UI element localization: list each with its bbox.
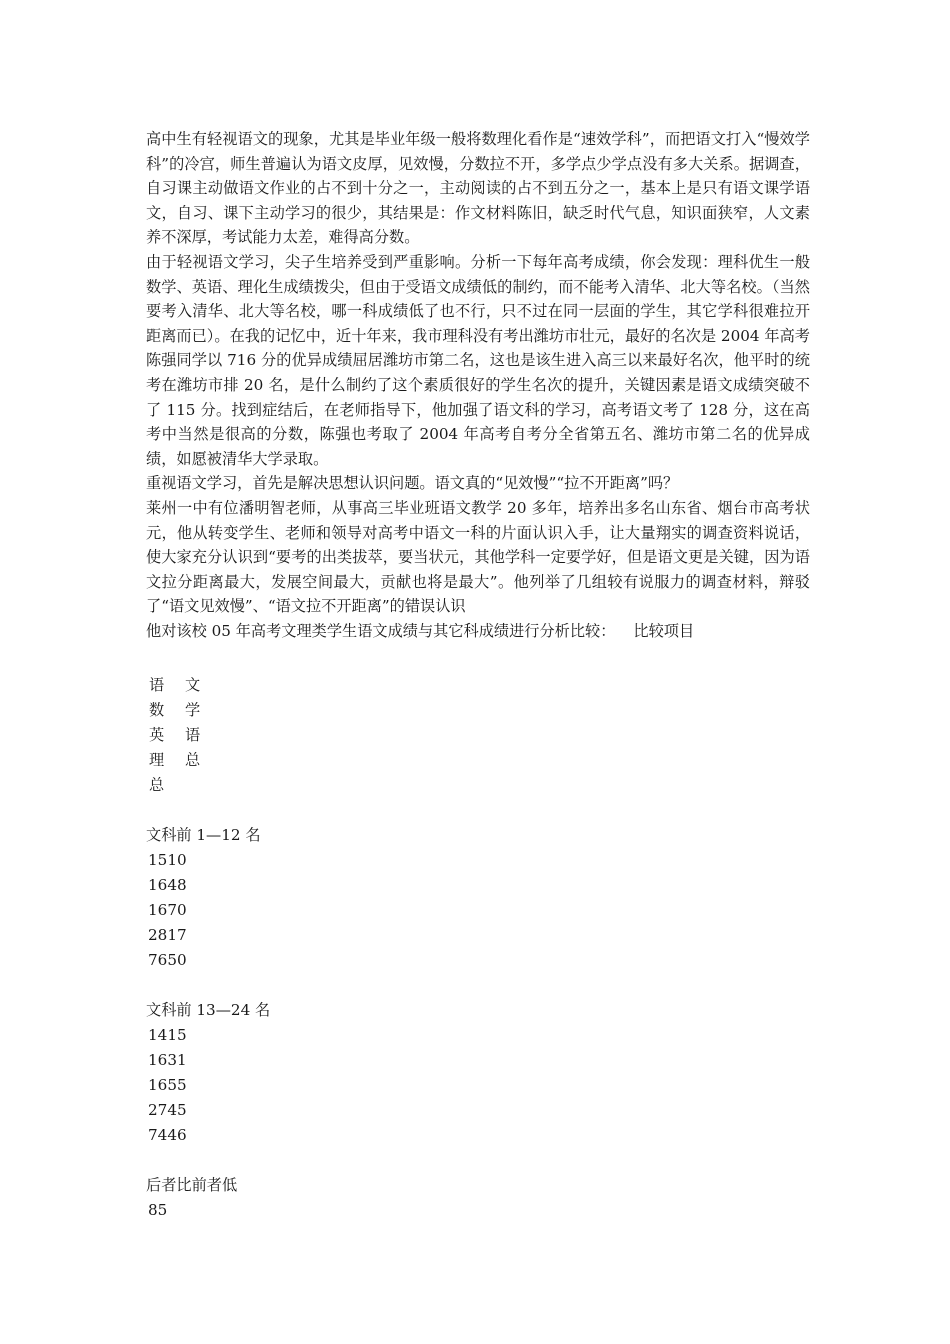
group-value: 7446 — [148, 1126, 187, 1144]
table-group-3 — [146, 1173, 810, 1223]
group-label: 文科前 13—24 名 — [146, 1001, 271, 1019]
header-char: 学 — [185, 701, 201, 719]
header-char: 英 — [149, 726, 165, 744]
group-label: 后者比前者低 — [146, 1176, 238, 1194]
group-value: 1648 — [148, 876, 187, 894]
paragraph-2: 由于轻视语文学习，尖子生培养受到严重影响。分析一下每年高考成绩，你会发现：理科优生一般数学、英语、理化生成绩拨尖，但由于受语文成绩低的制约，而不能考入清华、北大等名校。（当然要考入清华、北大等名校，哪一科成绩低了也不行，只不过在同一层面的学生，其它学科很难拉开距离而已）。在我的记忆中，近十年来，我市理科没有考出潍坊市壮元，最好的名次是 2004 年高考陈强同学以 716 分的优异成绩屈居潍坊市第二名，这也是该生进入高三以来最好名次，他平时的统考在潍坊市排 20 名，是什么制约了这个素质很好的学生名次的提升，关键因素是语文成绩突破不了 115 分。找到症结后，在老师指导下，他加强了语文科的学习，高考语文考了 128 分，这在高考中当然是很高的分数，陈强也考取了 2004 年高考自考分全省第五名、潍坊市第二名的优异成绩，如愿被清华大学录取。 — [146, 252, 810, 468]
group-value: 1415 — [148, 1026, 187, 1044]
article-body — [146, 127, 810, 643]
header-char: 语 — [185, 726, 201, 744]
paragraph-3: 重视语文学习，首先是解决思想认识问题。语文真的“见效慢”“拉不开距离”吗？ — [146, 474, 679, 493]
header-char: 文 — [185, 676, 201, 694]
group-value: 2745 — [148, 1101, 187, 1119]
score-table — [146, 673, 810, 1223]
group-value: 85 — [148, 1201, 168, 1219]
paragraph-4: 莱州一中有位潘明智老师，从事高三毕业班语文教学 20 多年，培养出多名山东省、烟台市高考状元，他从转变学生、老师和领导对高考中语文一科的片面认识入手，让大量翔实的调查资料说话，使大家充分认识到“要考的出类拔萃，要当状元，其他学科一定要学好，但是语文更是关键，因为语文拉分距离最大，发展空间最大，贡献也将是最大”。他列举了几组较有说服力的调查材料，辩驳了“语文见效慢”、“语文拉不开距离”的错误认识 — [146, 498, 810, 616]
table-group-1 — [146, 823, 810, 973]
group-label: 文科前 1—12 名 — [146, 826, 261, 844]
header-char: 总 — [149, 776, 165, 794]
paragraph-5-text: 他对该校 05 年高考文理类学生语文成绩与其它科成绩进行分析比较： — [146, 621, 616, 640]
paragraph-5 — [146, 619, 810, 644]
group-value: 1670 — [148, 901, 187, 919]
paragraph-1: 高中生有轻视语文的现象，尤其是毕业年级一般将数理化看作是“速效学科”，而把语文打入“慢效学科”的冷宫，师生普遍认为语文皮厚，见效慢，分数拉不开，多学点少学点没有多大关系。据调查，自习课主动做语文作业的占不到十分之一，主动阅读的占不到五分之一，基本上是只有语文课学语文，自习、课下主动学习的很少，其结果是：作文材料陈旧，缺乏时代气息，知识面狭窄，人文素养不深厚，考试能力太差，难得高分数。 — [146, 130, 810, 247]
group-value: 1510 — [148, 851, 187, 869]
header-column-chars — [149, 673, 810, 798]
group-value: 1631 — [148, 1051, 187, 1069]
table-header-label: 比较项目 — [633, 621, 695, 640]
header-char: 总 — [185, 751, 201, 769]
group-value: 2817 — [148, 926, 187, 944]
table-group-2 — [146, 998, 810, 1148]
header-char: 语 — [149, 676, 165, 694]
header-char: 数 — [149, 701, 165, 719]
group-value: 1655 — [148, 1076, 187, 1094]
header-char: 理 — [149, 751, 165, 769]
group-value: 7650 — [148, 951, 187, 969]
